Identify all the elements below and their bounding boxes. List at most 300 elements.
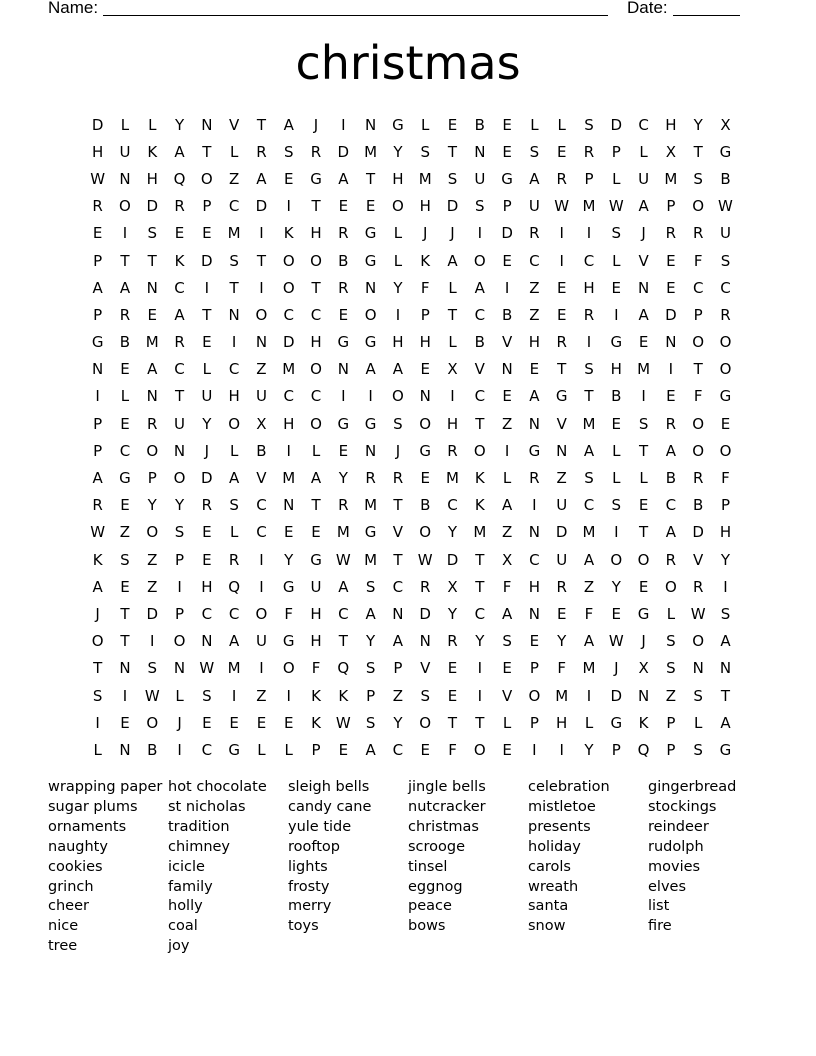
grid-letter[interactable]: A: [174, 305, 185, 324]
grid-letter[interactable]: I: [204, 278, 210, 297]
grid-letter[interactable]: J: [614, 659, 619, 678]
grid-letter[interactable]: P: [529, 713, 539, 732]
grid-letter[interactable]: S: [365, 659, 376, 678]
grid-letter[interactable]: I: [723, 577, 728, 596]
grid-letter[interactable]: G: [555, 387, 568, 406]
grid-letter[interactable]: U: [719, 224, 731, 243]
grid-letter[interactable]: N: [119, 659, 131, 678]
grid-letter[interactable]: I: [259, 577, 264, 596]
grid-letter[interactable]: C: [201, 604, 213, 623]
grid-letter[interactable]: M: [364, 496, 378, 515]
grid-letter[interactable]: P: [175, 604, 185, 623]
grid-letter[interactable]: S: [202, 686, 212, 705]
grid-letter[interactable]: H: [392, 333, 404, 352]
grid-letter[interactable]: I: [614, 523, 619, 542]
grid-letter[interactable]: A: [583, 632, 595, 651]
grid-letter[interactable]: W: [554, 197, 570, 216]
grid-letter[interactable]: O: [310, 251, 322, 270]
grid-letter[interactable]: G: [228, 740, 240, 759]
grid-letter[interactable]: R: [392, 469, 404, 488]
grid-letter[interactable]: L: [148, 115, 157, 134]
grid-letter[interactable]: N: [474, 142, 486, 161]
grid-letter[interactable]: G: [282, 577, 295, 596]
grid-letter[interactable]: S: [365, 577, 376, 596]
grid-letter[interactable]: V: [256, 469, 267, 488]
grid-letter[interactable]: K: [311, 686, 321, 705]
grid-letter[interactable]: G: [637, 604, 650, 623]
grid-letter[interactable]: Y: [202, 414, 212, 433]
grid-letter[interactable]: M: [664, 169, 678, 188]
grid-letter[interactable]: X: [447, 360, 458, 379]
grid-letter[interactable]: A: [392, 360, 404, 379]
grid-letter[interactable]: N: [528, 414, 541, 433]
grid-letter[interactable]: L: [530, 115, 539, 134]
grid-letter[interactable]: F: [584, 604, 594, 623]
grid-letter[interactable]: E: [556, 142, 567, 161]
grid-letter[interactable]: I: [286, 197, 291, 216]
grid-letter[interactable]: X: [447, 577, 458, 596]
grid-letter[interactable]: U: [474, 169, 486, 188]
grid-letter[interactable]: F: [693, 387, 703, 406]
grid-letter[interactable]: R: [174, 197, 185, 216]
grid-letter[interactable]: B: [693, 496, 704, 515]
grid-letter[interactable]: V: [693, 550, 704, 569]
grid-letter[interactable]: N: [392, 604, 404, 623]
grid-letter[interactable]: T: [202, 305, 212, 324]
grid-letter[interactable]: M: [637, 360, 651, 379]
grid-letter[interactable]: R: [119, 305, 131, 324]
grid-letter[interactable]: C: [638, 115, 649, 134]
grid-letter[interactable]: H: [228, 387, 240, 406]
grid-letter[interactable]: E: [283, 169, 294, 188]
grid-letter[interactable]: T: [147, 251, 157, 270]
grid-letter[interactable]: E: [338, 305, 349, 324]
grid-letter[interactable]: R: [665, 550, 677, 569]
grid-letter[interactable]: X: [638, 659, 649, 678]
grid-letter[interactable]: O: [664, 577, 677, 596]
grid-letter[interactable]: E: [120, 414, 130, 433]
grid-letter[interactable]: A: [365, 740, 376, 759]
grid-letter[interactable]: S: [611, 224, 622, 243]
grid-letter[interactable]: Z: [529, 278, 540, 297]
grid-letter[interactable]: W: [718, 197, 733, 216]
grid-letter[interactable]: K: [92, 550, 103, 569]
grid-letter[interactable]: E: [529, 632, 540, 651]
grid-letter[interactable]: C: [665, 496, 677, 515]
grid-letter[interactable]: T: [693, 142, 703, 161]
grid-letter[interactable]: O: [392, 387, 404, 406]
grid-letter[interactable]: R: [228, 550, 240, 569]
grid-letter[interactable]: H: [392, 169, 404, 188]
grid-letter[interactable]: S: [283, 142, 294, 161]
grid-letter[interactable]: E: [611, 604, 622, 623]
grid-letter[interactable]: N: [365, 115, 377, 134]
grid-letter[interactable]: Z: [665, 686, 677, 705]
grid-letter[interactable]: T: [93, 659, 103, 678]
grid-letter[interactable]: I: [231, 686, 237, 705]
grid-letter[interactable]: Z: [501, 523, 513, 542]
grid-letter[interactable]: I: [559, 251, 564, 270]
grid-letter[interactable]: T: [311, 197, 321, 216]
grid-letter[interactable]: E: [638, 577, 649, 596]
grid-letter[interactable]: R: [147, 414, 158, 433]
grid-letter[interactable]: O: [692, 632, 705, 651]
grid-letter[interactable]: I: [341, 115, 346, 134]
grid-letter[interactable]: P: [93, 414, 103, 433]
grid-letter[interactable]: N: [337, 360, 349, 379]
grid-letter[interactable]: L: [229, 142, 239, 161]
grid-letter[interactable]: J: [395, 441, 401, 460]
grid-letter[interactable]: G: [310, 169, 322, 188]
grid-letter[interactable]: D: [255, 197, 268, 216]
grid-letter[interactable]: K: [638, 713, 649, 732]
grid-letter[interactable]: E: [447, 115, 458, 134]
grid-letter[interactable]: O: [173, 632, 186, 651]
grid-letter[interactable]: B: [474, 333, 485, 352]
grid-letter[interactable]: I: [477, 686, 483, 705]
grid-letter[interactable]: I: [95, 713, 100, 732]
grid-letter[interactable]: B: [119, 333, 131, 352]
grid-letter[interactable]: O: [692, 333, 705, 352]
grid-letter[interactable]: E: [420, 740, 430, 759]
grid-letter[interactable]: T: [447, 142, 458, 161]
grid-letter[interactable]: O: [282, 278, 295, 297]
grid-letter[interactable]: U: [528, 197, 540, 216]
grid-letter[interactable]: O: [473, 441, 486, 460]
grid-letter[interactable]: V: [501, 333, 513, 352]
grid-letter[interactable]: E: [92, 224, 103, 243]
grid-letter[interactable]: G: [364, 251, 377, 270]
grid-letter[interactable]: I: [477, 659, 483, 678]
grid-letter[interactable]: A: [365, 604, 376, 623]
grid-letter[interactable]: O: [310, 360, 322, 379]
grid-letter[interactable]: Y: [720, 550, 731, 569]
grid-letter[interactable]: O: [692, 441, 705, 460]
grid-letter[interactable]: U: [556, 496, 568, 515]
grid-letter[interactable]: L: [694, 713, 703, 732]
grid-letter[interactable]: G: [310, 550, 322, 569]
grid-letter[interactable]: F: [311, 659, 321, 678]
grid-letter[interactable]: K: [174, 251, 185, 270]
grid-letter[interactable]: S: [720, 604, 731, 623]
grid-letter[interactable]: Y: [447, 604, 458, 623]
grid-letter[interactable]: M: [582, 414, 596, 433]
grid-letter[interactable]: G: [364, 224, 377, 243]
grid-letter[interactable]: I: [586, 333, 592, 352]
grid-letter[interactable]: M: [282, 360, 296, 379]
grid-letter[interactable]: A: [529, 387, 540, 406]
grid-letter[interactable]: C: [310, 387, 322, 406]
grid-letter[interactable]: Z: [256, 686, 267, 705]
grid-letter[interactable]: D: [665, 305, 677, 324]
grid-letter[interactable]: Y: [284, 550, 294, 569]
grid-letter[interactable]: A: [92, 577, 103, 596]
grid-letter[interactable]: O: [692, 414, 705, 433]
grid-letter[interactable]: W: [335, 713, 351, 732]
grid-letter[interactable]: E: [365, 197, 376, 216]
grid-letter[interactable]: T: [202, 142, 212, 161]
grid-letter[interactable]: O: [282, 659, 295, 678]
grid-letter[interactable]: L: [612, 469, 621, 488]
grid-letter[interactable]: A: [638, 305, 649, 324]
grid-letter[interactable]: R: [201, 496, 213, 515]
grid-letter[interactable]: E: [120, 577, 130, 596]
grid-letter[interactable]: W: [417, 550, 433, 569]
grid-letter[interactable]: A: [229, 632, 240, 651]
grid-letter[interactable]: P: [693, 305, 703, 324]
grid-letter[interactable]: E: [202, 550, 212, 569]
grid-letter[interactable]: T: [120, 632, 130, 651]
grid-letter[interactable]: E: [120, 713, 130, 732]
grid-letter[interactable]: L: [612, 251, 621, 270]
grid-letter[interactable]: O: [282, 251, 295, 270]
grid-letter[interactable]: I: [177, 577, 182, 596]
grid-letter[interactable]: H: [310, 632, 322, 651]
grid-letter[interactable]: Y: [557, 632, 567, 651]
grid-letter[interactable]: N: [719, 659, 732, 678]
grid-letter[interactable]: P: [584, 169, 594, 188]
grid-letter[interactable]: U: [201, 387, 213, 406]
grid-letter[interactable]: R: [447, 632, 458, 651]
grid-letter[interactable]: P: [611, 142, 621, 161]
grid-letter[interactable]: E: [174, 224, 185, 243]
grid-letter[interactable]: S: [174, 523, 185, 542]
grid-letter[interactable]: B: [665, 469, 677, 488]
grid-letter[interactable]: M: [555, 686, 569, 705]
grid-letter[interactable]: C: [583, 496, 595, 515]
grid-letter[interactable]: D: [146, 197, 159, 216]
grid-letter[interactable]: Z: [147, 577, 158, 596]
grid-letter[interactable]: P: [93, 251, 103, 270]
grid-letter[interactable]: M: [282, 469, 296, 488]
grid-letter[interactable]: A: [338, 169, 349, 188]
grid-letter[interactable]: X: [256, 414, 267, 433]
grid-letter[interactable]: J: [641, 632, 646, 651]
grid-letter[interactable]: L: [120, 387, 130, 406]
grid-letter[interactable]: O: [719, 333, 732, 352]
grid-letter[interactable]: I: [532, 740, 537, 759]
grid-letter[interactable]: W: [690, 604, 706, 623]
grid-letter[interactable]: A: [119, 278, 131, 297]
grid-letter[interactable]: E: [556, 278, 567, 297]
grid-letter[interactable]: T: [256, 115, 267, 134]
grid-letter[interactable]: U: [638, 169, 650, 188]
grid-letter[interactable]: D: [446, 550, 459, 569]
grid-letter[interactable]: A: [92, 469, 103, 488]
grid-letter[interactable]: R: [174, 333, 185, 352]
grid-letter[interactable]: O: [228, 414, 241, 433]
grid-letter[interactable]: R: [419, 577, 431, 596]
grid-letter[interactable]: J: [641, 224, 646, 243]
grid-letter[interactable]: R: [665, 224, 677, 243]
grid-letter[interactable]: J: [422, 224, 428, 243]
grid-letter[interactable]: B: [420, 496, 431, 515]
grid-letter[interactable]: A: [283, 115, 294, 134]
grid-letter[interactable]: A: [665, 441, 677, 460]
grid-letter[interactable]: E: [338, 441, 349, 460]
grid-letter[interactable]: R: [556, 169, 567, 188]
grid-letter[interactable]: H: [310, 333, 322, 352]
grid-letter[interactable]: M: [227, 224, 241, 243]
grid-letter[interactable]: N: [173, 659, 186, 678]
grid-letter[interactable]: M: [582, 197, 596, 216]
grid-letter[interactable]: R: [556, 577, 567, 596]
grid-letter[interactable]: X: [501, 550, 513, 569]
grid-letter[interactable]: E: [529, 360, 540, 379]
grid-letter[interactable]: O: [528, 686, 541, 705]
grid-letter[interactable]: O: [473, 251, 486, 270]
grid-letter[interactable]: D: [282, 333, 295, 352]
grid-letter[interactable]: V: [392, 523, 404, 542]
grid-letter[interactable]: P: [529, 659, 539, 678]
grid-letter[interactable]: S: [475, 197, 485, 216]
grid-letter[interactable]: K: [420, 251, 431, 270]
grid-letter[interactable]: E: [502, 740, 512, 759]
grid-letter[interactable]: C: [474, 604, 486, 623]
grid-letter[interactable]: L: [448, 278, 457, 297]
grid-letter[interactable]: V: [638, 251, 649, 270]
grid-letter[interactable]: E: [638, 333, 649, 352]
grid-letter[interactable]: E: [202, 333, 212, 352]
grid-letter[interactable]: Q: [173, 169, 186, 188]
grid-letter[interactable]: N: [692, 659, 704, 678]
grid-letter[interactable]: I: [95, 387, 100, 406]
grid-letter[interactable]: R: [92, 496, 103, 515]
grid-letter[interactable]: S: [720, 251, 731, 270]
grid-letter[interactable]: R: [447, 441, 458, 460]
grid-letter[interactable]: E: [666, 251, 676, 270]
grid-letter[interactable]: O: [146, 523, 159, 542]
grid-letter[interactable]: R: [365, 469, 376, 488]
grid-letter[interactable]: E: [556, 305, 567, 324]
grid-letter[interactable]: A: [583, 441, 595, 460]
grid-letter[interactable]: P: [393, 659, 403, 678]
grid-letter[interactable]: P: [666, 740, 676, 759]
grid-letter[interactable]: L: [612, 441, 621, 460]
grid-letter[interactable]: X: [720, 115, 731, 134]
grid-letter[interactable]: T: [639, 523, 649, 542]
grid-letter[interactable]: S: [147, 659, 157, 678]
grid-letter[interactable]: N: [365, 278, 377, 297]
grid-letter[interactable]: J: [177, 713, 182, 732]
grid-letter[interactable]: N: [146, 278, 158, 297]
grid-letter[interactable]: C: [583, 251, 595, 270]
grid-letter[interactable]: T: [393, 496, 403, 515]
grid-letter[interactable]: S: [666, 632, 676, 651]
grid-letter[interactable]: N: [528, 604, 541, 623]
grid-letter[interactable]: A: [583, 550, 595, 569]
grid-letter[interactable]: U: [310, 577, 322, 596]
grid-letter[interactable]: B: [256, 441, 267, 460]
grid-letter[interactable]: G: [610, 713, 623, 732]
grid-letter[interactable]: I: [259, 278, 264, 297]
grid-letter[interactable]: O: [146, 713, 159, 732]
grid-letter[interactable]: C: [474, 387, 486, 406]
grid-letter[interactable]: T: [120, 251, 130, 270]
grid-letter[interactable]: Y: [693, 115, 703, 134]
grid-letter[interactable]: H: [665, 115, 677, 134]
grid-letter[interactable]: V: [556, 414, 567, 433]
grid-letter[interactable]: C: [283, 305, 294, 324]
grid-letter[interactable]: H: [719, 523, 732, 542]
grid-letter[interactable]: O: [91, 632, 104, 651]
grid-letter[interactable]: G: [719, 740, 732, 759]
grid-letter[interactable]: F: [420, 278, 430, 297]
grid-letter[interactable]: Y: [393, 142, 403, 161]
grid-letter[interactable]: D: [610, 115, 623, 134]
grid-letter[interactable]: T: [229, 278, 239, 297]
grid-letter[interactable]: E: [502, 142, 512, 161]
grid-letter[interactable]: Y: [393, 278, 403, 297]
grid-letter[interactable]: C: [720, 278, 731, 297]
grid-letter[interactable]: E: [502, 115, 512, 134]
grid-letter[interactable]: F: [502, 577, 512, 596]
grid-letter[interactable]: I: [259, 659, 264, 678]
grid-letter[interactable]: L: [639, 469, 648, 488]
grid-letter[interactable]: Y: [611, 577, 621, 596]
grid-letter[interactable]: R: [583, 305, 595, 324]
grid-letter[interactable]: X: [665, 142, 677, 161]
grid-letter[interactable]: L: [393, 224, 403, 243]
grid-letter[interactable]: N: [501, 360, 513, 379]
grid-letter[interactable]: O: [200, 169, 213, 188]
grid-letter[interactable]: P: [175, 550, 185, 569]
grid-letter[interactable]: C: [392, 740, 404, 759]
grid-letter[interactable]: E: [666, 387, 676, 406]
grid-letter[interactable]: U: [255, 387, 267, 406]
grid-letter[interactable]: D: [91, 115, 104, 134]
grid-letter[interactable]: G: [364, 414, 377, 433]
grid-letter[interactable]: I: [177, 740, 182, 759]
grid-letter[interactable]: I: [150, 632, 155, 651]
grid-letter[interactable]: C: [256, 523, 267, 542]
grid-letter[interactable]: E: [611, 414, 622, 433]
grid-letter[interactable]: F: [721, 469, 730, 488]
grid-letter[interactable]: Y: [174, 115, 185, 134]
grid-letter[interactable]: T: [174, 387, 185, 406]
grid-letter[interactable]: N: [419, 387, 431, 406]
grid-letter[interactable]: R: [720, 305, 731, 324]
grid-letter[interactable]: T: [311, 278, 321, 297]
grid-letter[interactable]: N: [283, 496, 295, 515]
grid-letter[interactable]: C: [392, 577, 404, 596]
grid-letter[interactable]: B: [474, 115, 485, 134]
grid-letter[interactable]: Q: [228, 577, 241, 596]
grid-letter[interactable]: R: [692, 224, 704, 243]
grid-letter[interactable]: G: [392, 115, 404, 134]
grid-letter[interactable]: H: [528, 577, 541, 596]
grid-letter[interactable]: D: [337, 142, 350, 161]
grid-letter[interactable]: S: [393, 414, 403, 433]
grid-letter[interactable]: P: [147, 469, 157, 488]
grid-letter[interactable]: O: [637, 550, 650, 569]
grid-letter[interactable]: L: [612, 169, 621, 188]
grid-letter[interactable]: A: [392, 632, 404, 651]
grid-letter[interactable]: C: [283, 387, 294, 406]
grid-letter[interactable]: L: [93, 740, 102, 759]
grid-letter[interactable]: A: [501, 496, 513, 515]
grid-letter[interactable]: P: [502, 197, 512, 216]
grid-letter[interactable]: N: [255, 333, 268, 352]
grid-letter[interactable]: I: [341, 387, 346, 406]
grid-letter[interactable]: R: [583, 142, 595, 161]
grid-letter[interactable]: G: [610, 333, 623, 352]
grid-letter[interactable]: L: [120, 115, 130, 134]
grid-letter[interactable]: W: [335, 550, 351, 569]
grid-letter[interactable]: L: [229, 441, 239, 460]
grid-letter[interactable]: C: [256, 496, 267, 515]
grid-letter[interactable]: P: [720, 496, 730, 515]
